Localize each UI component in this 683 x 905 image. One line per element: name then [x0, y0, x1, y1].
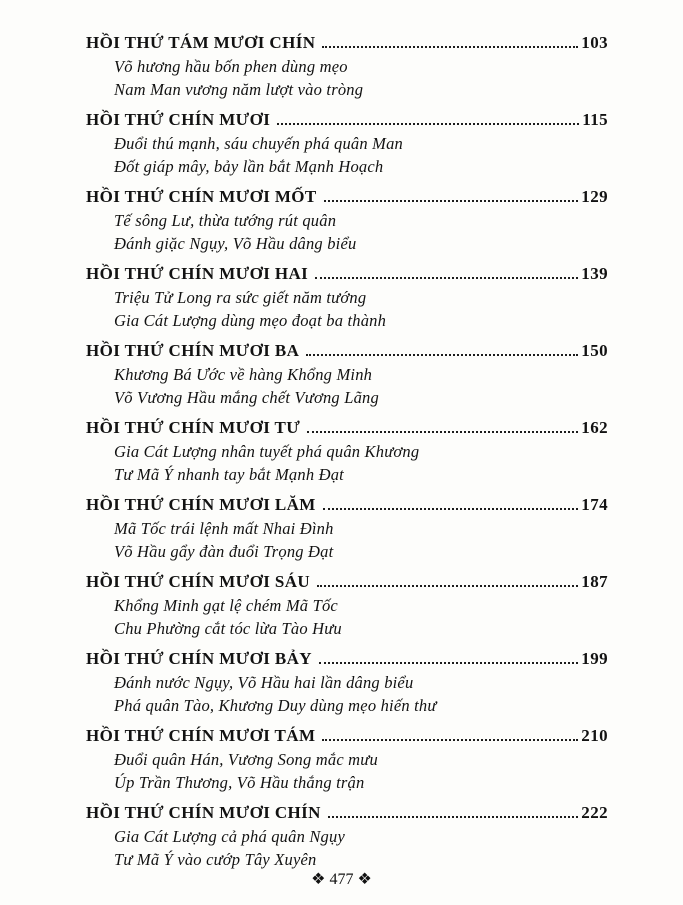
- toc-entry-title: HỒI THỨ CHÍN MƯƠI BA: [86, 341, 300, 360]
- toc-entry-title-row: [86, 646, 608, 672]
- dotted-leader: [323, 508, 579, 510]
- dotted-leader: [328, 816, 578, 818]
- toc-entry-subtitle: Tư Mã Ý nhanh tay bắt Mạnh Đạt: [114, 464, 344, 484]
- dotted-leader: [322, 46, 578, 48]
- toc-entry-subtitle: Tế sông Lư, thừa tướng rút quân: [114, 211, 337, 230]
- toc-entry-subtitle: Khổng Minh gạt lệ chém Mã Tốc: [114, 596, 338, 615]
- dotted-leader: [315, 277, 578, 279]
- toc-entry-subtitle: Đốt giáp mây, bảy lần bắt Mạnh Hoạch: [114, 156, 384, 176]
- dotted-leader: [322, 739, 578, 741]
- dotted-leader: [317, 585, 578, 587]
- toc-entry-subtitle: Võ hương hầu bốn phen dùng mẹo: [114, 57, 348, 76]
- toc-entry-page-number: 222: [581, 803, 608, 822]
- dotted-leader: [277, 123, 579, 125]
- toc-entry: [86, 261, 608, 332]
- dotted-leader: [306, 354, 578, 356]
- toc-entry-title: HỒI THỨ CHÍN MƯƠI HAI: [86, 264, 309, 283]
- toc-entry-subtitle: Đánh giặc Ngụy, Võ Hầu dâng biểu: [114, 233, 357, 253]
- toc-entry: [86, 338, 608, 409]
- toc-entry: [86, 569, 608, 640]
- toc-entry-title: HỒI THỨ CHÍN MƯƠI TÁM: [86, 726, 316, 745]
- toc-entry-title-row: [86, 415, 608, 441]
- toc-entry-page-number: 129: [581, 187, 608, 206]
- toc-entry: [86, 646, 608, 717]
- toc-entry: [86, 30, 608, 101]
- toc-entry-subtitle: Gia Cát Lượng cả phá quân Ngụy: [114, 827, 345, 846]
- toc-entry: [86, 107, 608, 178]
- toc-entry-title: HỒI THỨ CHÍN MƯƠI: [86, 110, 271, 129]
- toc-entry-title-row: [86, 569, 608, 595]
- toc-entry-page-number: 139: [581, 264, 608, 283]
- toc-entry-title: HỒI THỨ CHÍN MƯƠI SÁU: [86, 572, 311, 591]
- toc-entry-title-row: [86, 184, 608, 210]
- toc-entry-title: HỒI THỨ CHÍN MƯƠI BẢY: [86, 649, 312, 668]
- toc-entry-page-number: 103: [581, 33, 608, 52]
- toc-entry: [86, 184, 608, 255]
- toc-entry-subtitle: Đuổi quân Hán, Vương Song mắc mưu: [114, 750, 378, 769]
- dotted-leader: [324, 200, 579, 202]
- dotted-leader: [307, 431, 578, 433]
- toc-entry-title: HỒI THỨ CHÍN MƯƠI TƯ: [86, 418, 301, 437]
- toc-entry-subtitle: Đánh nước Ngụy, Võ Hầu hai lần dâng biểu: [114, 673, 414, 692]
- toc-entry-subtitle: Đuổi thú mạnh, sáu chuyến phá quân Man: [114, 134, 403, 153]
- toc-entry: [86, 800, 608, 871]
- toc-entry-page-number: 115: [582, 110, 608, 129]
- toc-entry: [86, 492, 608, 563]
- toc-entry-subtitle: Gia Cát Lượng nhân tuyết phá quân Khương: [114, 442, 420, 461]
- toc-entry-title: HỒI THỨ CHÍN MƯƠI CHÍN: [86, 803, 321, 822]
- toc-entry-page-number: 199: [581, 649, 608, 668]
- page-number-footer: ❖ 477 ❖: [311, 871, 372, 888]
- toc-entry-page-number: 162: [581, 418, 608, 437]
- toc-entry-subtitle: Tư Mã Ý vào cướp Tây Xuyên: [114, 849, 317, 869]
- toc-entry-title-row: [86, 107, 608, 133]
- toc-entry-title: HỒI THỨ CHÍN MƯƠI MỐT: [86, 187, 317, 206]
- toc-entry-title-row: [86, 338, 608, 364]
- toc-entry-subtitle: Gia Cát Lượng dùng mẹo đoạt ba thành: [114, 310, 387, 330]
- toc-list: [86, 30, 608, 871]
- toc-entry-subtitle: Khương Bá Ước về hàng Khổng Minh: [114, 365, 373, 384]
- toc-entry-subtitle: Nam Man vương năm lượt vào tròng: [114, 79, 364, 99]
- toc-entry-page-number: 187: [581, 572, 608, 591]
- toc-entry-page-number: 174: [581, 495, 608, 514]
- toc-entry-title-row: [86, 492, 608, 518]
- toc-entry-page-number: 150: [581, 341, 608, 360]
- toc-entry: [86, 415, 608, 486]
- toc-entry-title-row: [86, 800, 608, 826]
- toc-entry-subtitle: Úp Trần Thương, Võ Hầu thắng trận: [114, 772, 365, 792]
- toc-entry-title: HỒI THỨ TÁM MƯƠI CHÍN: [86, 33, 316, 52]
- toc-entry-subtitle: Võ Vương Hầu mắng chết Vương Lãng: [114, 387, 379, 407]
- toc-entry-subtitle: Triệu Tử Long ra sức giết năm tướng: [114, 288, 367, 307]
- toc-entry-subtitle: Mã Tốc trái lệnh mất Nhai Đình: [114, 519, 334, 538]
- toc-entry-subtitle: Chu Phường cắt tóc lừa Tào Hưu: [114, 618, 342, 638]
- toc-entry-title-row: [86, 261, 608, 287]
- toc-entry-title-row: [86, 30, 608, 56]
- toc-entry: [86, 723, 608, 794]
- toc-entry-title: HỒI THỨ CHÍN MƯƠI LĂM: [86, 495, 316, 514]
- toc-entry-subtitle: Võ Hầu gẩy đàn đuổi Trọng Đạt: [114, 541, 334, 561]
- toc-entry-page-number: 210: [581, 726, 608, 745]
- toc-entry-title-row: [86, 723, 608, 749]
- dotted-leader: [319, 662, 578, 664]
- toc-entry-subtitle: Phá quân Tào, Khương Duy dùng mẹo hiến thư: [114, 695, 437, 715]
